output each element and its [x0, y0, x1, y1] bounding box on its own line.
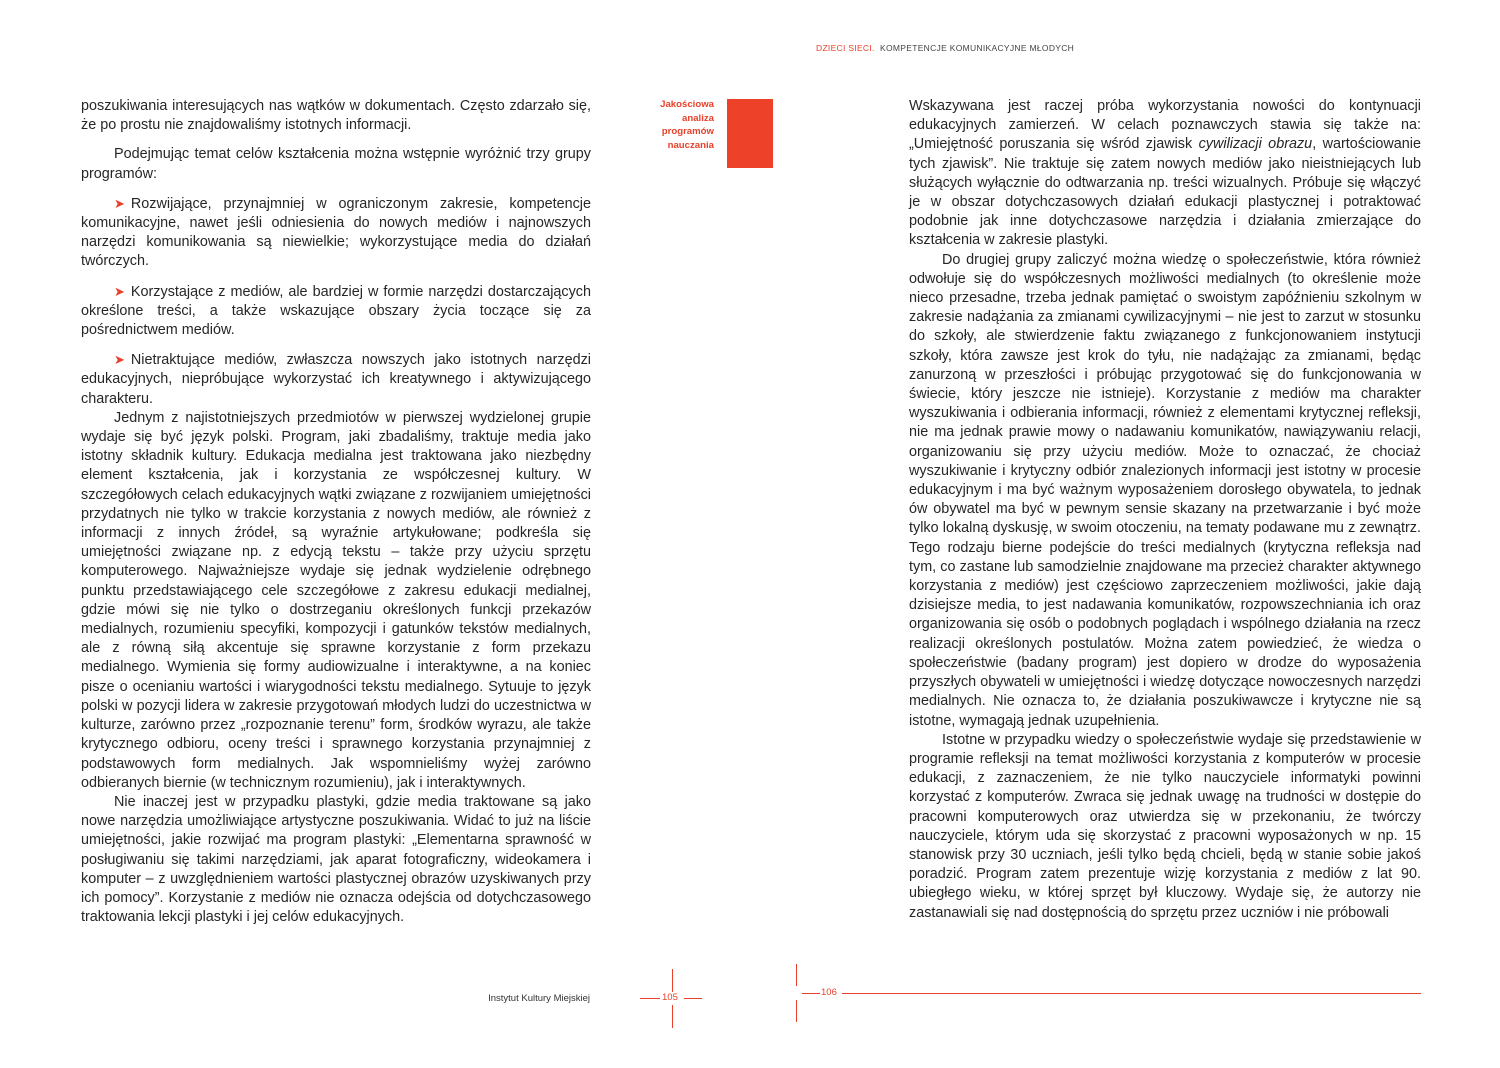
paragraph: Podejmując temat celów kształcenia można wstępnie wyróżnić trzy grupy programów:	[81, 146, 591, 182]
footer-rule-vertical-top	[672, 969, 673, 992]
arrow-bullet-icon: ➤	[114, 283, 125, 299]
left-text-column	[81, 97, 591, 927]
margin-note-line: Jakościowa	[660, 99, 714, 110]
right-page	[750, 0, 1500, 1068]
footer-rule-left	[640, 998, 660, 999]
page-number: 105	[662, 992, 678, 1003]
list-item	[81, 194, 591, 272]
margin-note-line: nauczania	[667, 139, 714, 151]
list-item-text: Nietraktujące mediów, zwłaszcza nowszych jako istotnych narzędzi edukacyjnych, niepróbujące wykorzystać ich kreatywnego i aktywizującego charakteru.	[81, 352, 591, 407]
paragraph: poszukiwania interesujących nas wątków w dokumentach. Często zdarzało się, że po prostu nie znajdowaliśmy istotnych informacji.	[81, 98, 591, 134]
footer-rule-vertical-top	[796, 964, 797, 986]
list-item-text: Korzystające z mediów, ale bardziej w formie narzędzi dostarczających określone treści, a także wskazujące obszary życia toczące się za pośrednictwem mediów.	[81, 283, 591, 339]
paragraph	[909, 97, 1421, 251]
margin-note-line: analiza	[682, 112, 714, 124]
footer-rule-right	[684, 998, 702, 999]
footer-rule-long	[842, 993, 1421, 994]
footer-rule-left	[802, 993, 820, 994]
paragraph-text: Wskazywana jest raczej próba wykorzystania nowości do kontynuacji edukacyjnych zamierzeń. W celach poznawczych stawia się także na: „Umiejętność poruszania się wśród zjawisk	[909, 98, 1421, 153]
arrow-bullet-icon: ➤	[114, 352, 125, 368]
arrow-bullet-icon: ➤	[114, 195, 125, 211]
paragraph: Nie inaczej jest w przypadku plastyki, gdzie media traktowane są jako nowe narzędzia umożliwiające artystyczne poszukiwania. Widać to już na liście umiejętności, jakie rozwijać ma program plastyki: „Elementarna sprawność w posługiwaniu się takimi narzędziami, jak aparat fotograficzny, wideokamera i komputer – z uwzględnieniem wartości plastycznej obrazów uzyskiwanych przy ich pomocy”. Korzystanie z mediów nie oznacza odejścia od dotychczasowego traktowania lekcji plastyki i jej celów edukacyjnych.	[81, 793, 591, 926]
list-item	[81, 350, 591, 409]
running-head-subtitle: KOMPETENCJE KOMUNIKACYJNE MŁODYCH	[880, 43, 1075, 53]
footer-rule-vertical-bottom	[796, 1000, 797, 1022]
paragraph: Do drugiej grupy zaliczyć można wiedzę o społeczeństwie, która również odwołuje się do współczesnych możliwości medialnych (to określenie może nieco przesadne, trzeba jednak pamiętać o swoistym zapóźnieniu szkolnym w zakresie nadążania za zmianami cywilizacyjnymi – nie jest to zarzut w stosunku do szkoły, ale stwierdzenie faktu związanego z funkcjonowaniem instytucji szkoły, która zawsze jest krok do tyłu, nie nadążając za zmianami, będąc zanurzoną w przeszłości i próbując przygotować się do funkcjonowania w świecie, który jeszcze nie istnieje). Korzystanie z mediów ma charakter wyszukiwania i odbierania informacji, również z elementami krytycznej refleksji, nie ma jednak prawie mowy o nadawaniu komunikatów, nawiązywaniu relacji, organizowaniu się przy użyciu mediów. Może to oznaczać, że chociaż wyszukiwanie i krytyczny odbiór znalezionych informacji jest istotny w procesie edukacyjnym i ma być ważnym wyposażeniem dorosłego obywatela, to jednak ów obywatel ma być w pewnym sensie skazany na przetwarzanie i być może tylko lokalną dyskusję, w swoim otoczeniu, na tematy podawane mu z zewnątrz. Tego rodzaju bierne podejście do treści medialnych (krytyczna refleksja nad tym, co zastane lub samodzielnie znajdowane ma przecież charakter aktywnego korzystania z mediów) jest częściowo zaprzeczeniem możliwości, jakie dają dzisiejsze media, to jest nadawania komunikatów, rozpowszechniania ich oraz organizowania się osób o podobnych poglądach i wspólnego działania na rzecz realizacji określonych postulatów. Można zatem powiedzieć, że wiedza o społeczeństwie (badany program) jest dopiero w drodze do wyposażenia przyszłych obywateli w umiejętności i wiedzę dotyczące nowoczesnych narzędzi medialnych. Nie oznacza to, że działania poszukiwawcze i krytyczne nie są istotne, wymagają jednak uzupełnienia.	[909, 251, 1421, 729]
footer-publisher: Instytut Kultury Miejskiej	[488, 993, 590, 1004]
paragraph-text: , wartościowanie tych zjawisk”. Nie traktuje się zatem nowych mediów jako nieistniejących lub służących wyłącznie do odtwarzania np. treści wizualnych. Próbuje się włączyć je w obszar dotychczasowych działań edukacji plastycznej i potraktować podobnie jak inne dotychczasowe narzędzia i działania zmierzające do kształcenia w zakresie plastyki.	[909, 136, 1421, 249]
footer-rule-vertical-bottom	[672, 1005, 673, 1028]
paragraph: Istotne w przypadku wiedzy o społeczeństwie wydaje się przedstawienie w programie refleksji na temat możliwości korzystania z komputerów w procesie edukacji, z zaznaczeniem, że nie tylko nauczyciele informatyki powinni korzystać z komputerów. Zwraca się jednak uwagę na trudności w dostępie do pracowni komputerowych oraz utwierdza się w przekonaniu, że twórczy nauczyciele, którym uda się skorzystać z pracowni wyposażonych w np. 15 stanowisk przy 30 uczniach, jeśli tylko będą chcieli, będą w stanie sobie jakoś poradzić. Program zatem prezentuje wizję korzystania z mediów z lat 90. ubiegłego wieku, w której sprzęt był kluczowy. Wydaje się, że autorzy nie zastanawiali się nad dostępnością do sprzętu przez uczniów i nie próbowali	[909, 731, 1421, 921]
list-item	[81, 282, 591, 341]
running-head-series: DZIECI SIECI.	[816, 43, 875, 53]
list-item-text: Rozwijające, przynajmniej w ograniczonym zakresie, kompetencje komunikacyjne, nawet jeśli odniesienia do nowych mediów i najnowszych narzędzi komunikowania są niewielkie; wykorzystujące media do działań twórczych.	[81, 195, 591, 270]
emphasis-text: cywilizacji obrazu	[1198, 136, 1313, 153]
margin-note	[640, 98, 714, 152]
running-head	[816, 43, 1116, 53]
margin-note-line: programów	[661, 126, 714, 138]
right-text-column	[909, 97, 1421, 923]
paragraph: Jednym z najistotniejszych przedmiotów w pierwszej wydzielonej grupie wydaje się być język polski. Program, jaki zbadaliśmy, traktuje media jako istotny składnik kultury. Edukacja medialna jest traktowana jako niezbędny element kształcenia, jak i korzystania ze współczesnej kultury. W szczegółowych celach edukacyjnych wątki związane z rozwijaniem umiejętności przydatnych nie tylko w trakcie korzystania z nowych mediów, ale również z informacji z innych źródeł, są wyraźnie artykułowane; podkreśla się umiejętności związane np. z edycją tekstu – także przy użyciu sprzętu komputerowego. Najważniejsze wydaje się jednak wydzielenie odrębnego punktu przedstawiającego cele szczegółowe z zakresu edukacji medialnej, gdzie mówi się nie tylko o dostrzeganiu określonych funkcji przekazów medialnych, rozumieniu specyfiki, kompozycji i gatunków tekstów medialnych, ale z równą siłą akcentuje się sprawne korzystanie z form przekazu medialnego. Wymienia się formy audiowizualne i interaktywne, a na koniec pisze o ocenianiu wartości i wiarygodności tekstu medialnego. Sytuuje to język polski w pozycji lidera w zakresie przygotowań młodych ludzi do uczestnictwa w kulturze, zarówno przez „rozpoznanie terenu” form, środków wyrazu, ale także krytycznego odbioru, oceny treści i sprawnego korzystania przynajmniej z podstawowych form medialnych. Jak wspomnieliśmy wyżej zarówno odbieranych biernie (w technicznym rozumieniu), jak i interaktywnych.	[81, 409, 591, 791]
page-number: 106	[821, 987, 837, 998]
